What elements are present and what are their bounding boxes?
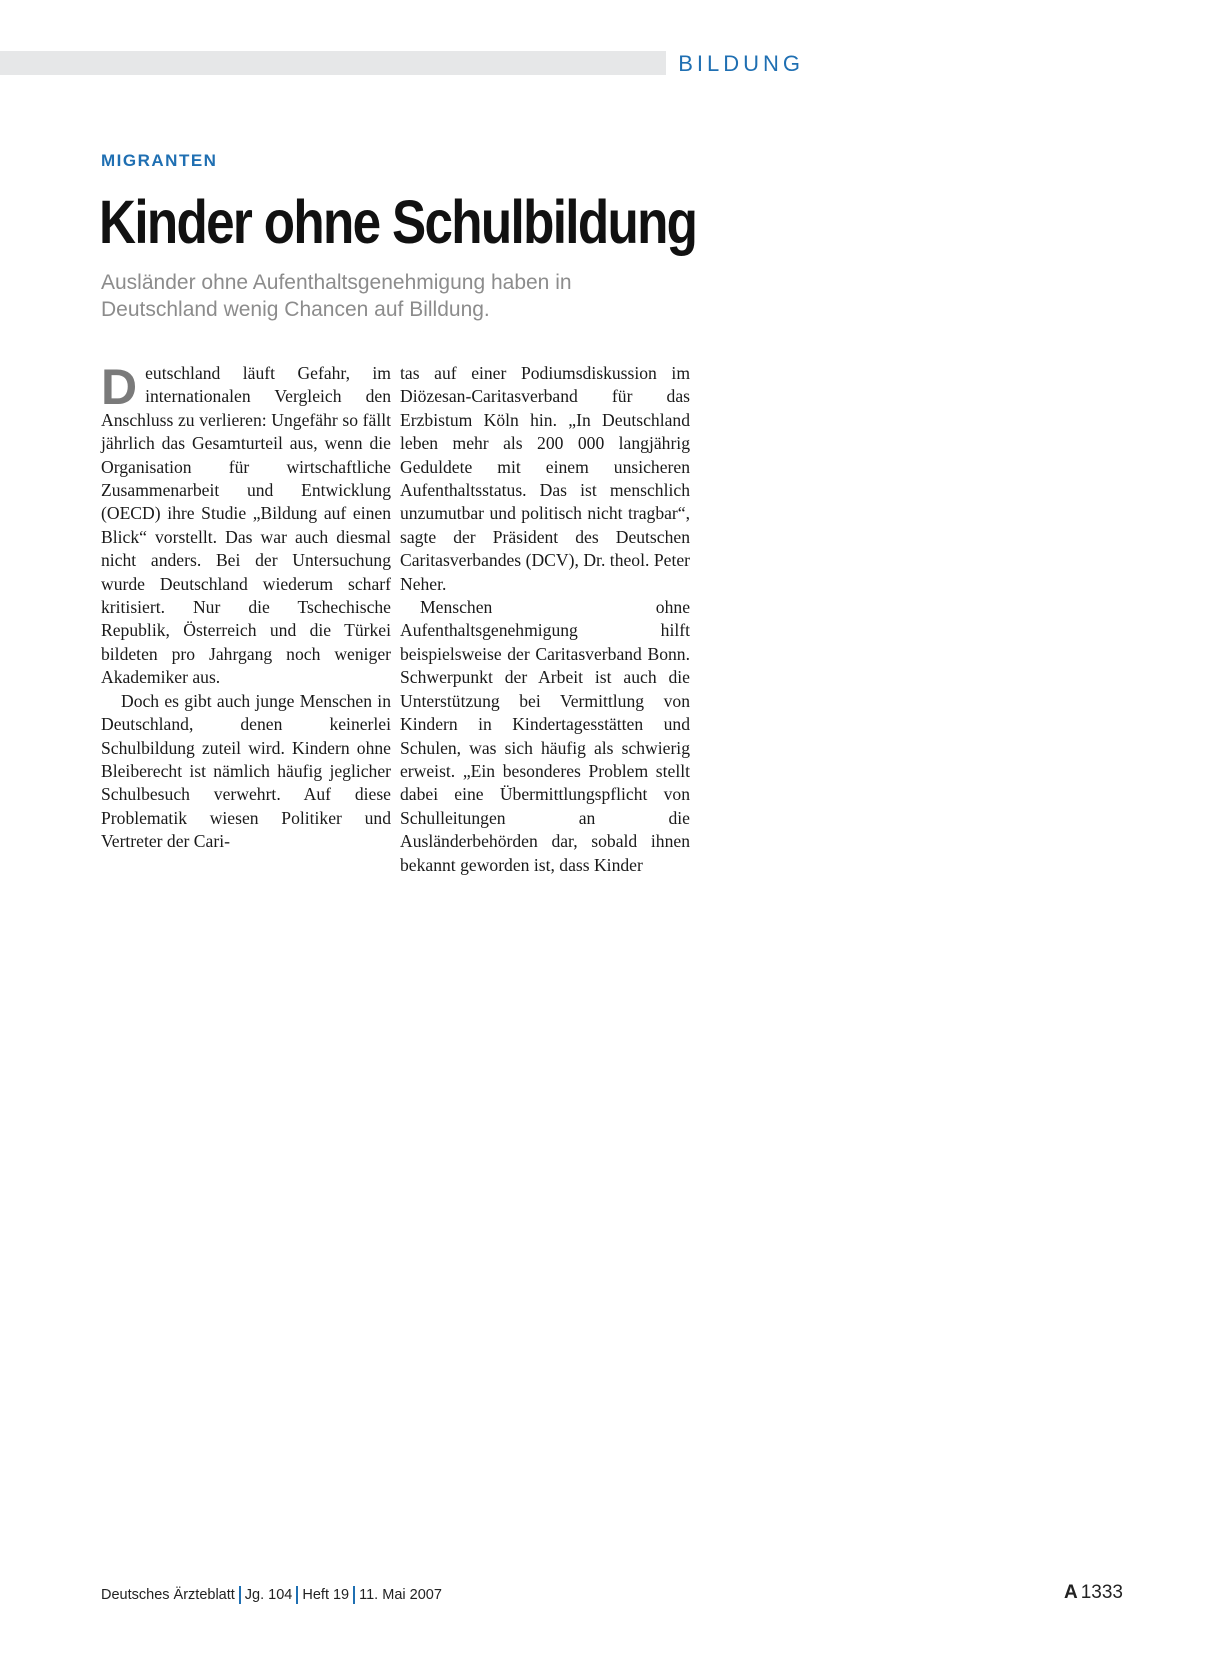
paragraph: Doch es gibt auch junge Menschen in Deutschland, denen keinerlei Schulbildung zuteil wird. Kindern ohne Bleiberecht ist nämlich häufig jeglicher Schulbesuch verwehrt. Auf diese Problematik wiesen Politiker und Vertreter der Cari- <box>101 690 391 852</box>
kicker: MIGRANTEN <box>101 151 218 170</box>
drop-cap: D <box>101 359 138 415</box>
section-label: BILDUNG <box>666 49 822 77</box>
article-column-1 <box>101 359 391 854</box>
paragraph <box>101 359 391 690</box>
issue-date: 11. Mai 2007 <box>359 1587 442 1603</box>
page-number-value: 1333 <box>1080 1582 1123 1603</box>
section-bar <box>0 51 822 75</box>
page-prefix: A <box>1063 1582 1078 1603</box>
volume: Jg. 104 <box>244 1587 293 1603</box>
article-column-2 <box>400 362 690 877</box>
paragraph-text: eutschland läuft Gefahr, im internationalen Vergleich den Anschluss zu verlieren: Ungefähr so fällt jährlich das Gesamturteil aus, wenn die Organisation für wirtschaftliche Zusammenarbeit und Entwicklung (OECD) ihre Studie „Bildung auf einen Blick“ vorstellt. Das war auch diesmal nicht anders. Bei der Untersuchung wurde Deutschland wiederum scharf kritisiert. Nur die Tschechische Republik, Österreich und die Türkei bildeten pro Jahrgang noch weniger Akademiker aus. <box>101 363 391 688</box>
publication-name: Deutsches Ärzteblatt <box>101 1587 235 1603</box>
issue: Heft 19 <box>302 1587 350 1603</box>
deck: Ausländer ohne Aufenthaltsgenehmigung haben in Deutschland wenig Chancen auf Billdung. <box>101 271 572 321</box>
footer <box>101 1586 442 1604</box>
footer-separator <box>239 1586 241 1604</box>
paragraph: Menschen ohne Aufenthaltsgenehmigung hilft beispielsweise der Caritasverband Bonn. Schwerpunkt der Arbeit ist auch die Unterstützung bei Vermittlung von Kindern in Kindertagesstätten und Schulen, was sich häufig als schwierig erweist. „Ein besonderes Problem stellt dabei eine Übermittlungspflicht von Schulleitungen an die Ausländerbehörden dar, sobald ihnen bekannt geworden ist, dass Kinder <box>400 597 690 875</box>
footer-separator <box>353 1586 355 1604</box>
page-number <box>1064 1582 1123 1604</box>
paragraph: tas auf einer Podiumsdiskussion im Diözesan-Caritasverband für das Erzbistum Köln hin. „In Deutschland leben mehr als 200 000 langjährig Geduldete mit einem unsicheren Aufenthaltsstatus. Das ist menschlich unzumutbar und politisch nicht tragbar“, sagte der Präsident des Deutschen Caritasverbandes (DCV), Dr. theol. Peter Neher. <box>400 363 690 594</box>
footer-separator <box>296 1586 298 1604</box>
headline: Kinder ohne Schulbildung <box>99 188 697 256</box>
